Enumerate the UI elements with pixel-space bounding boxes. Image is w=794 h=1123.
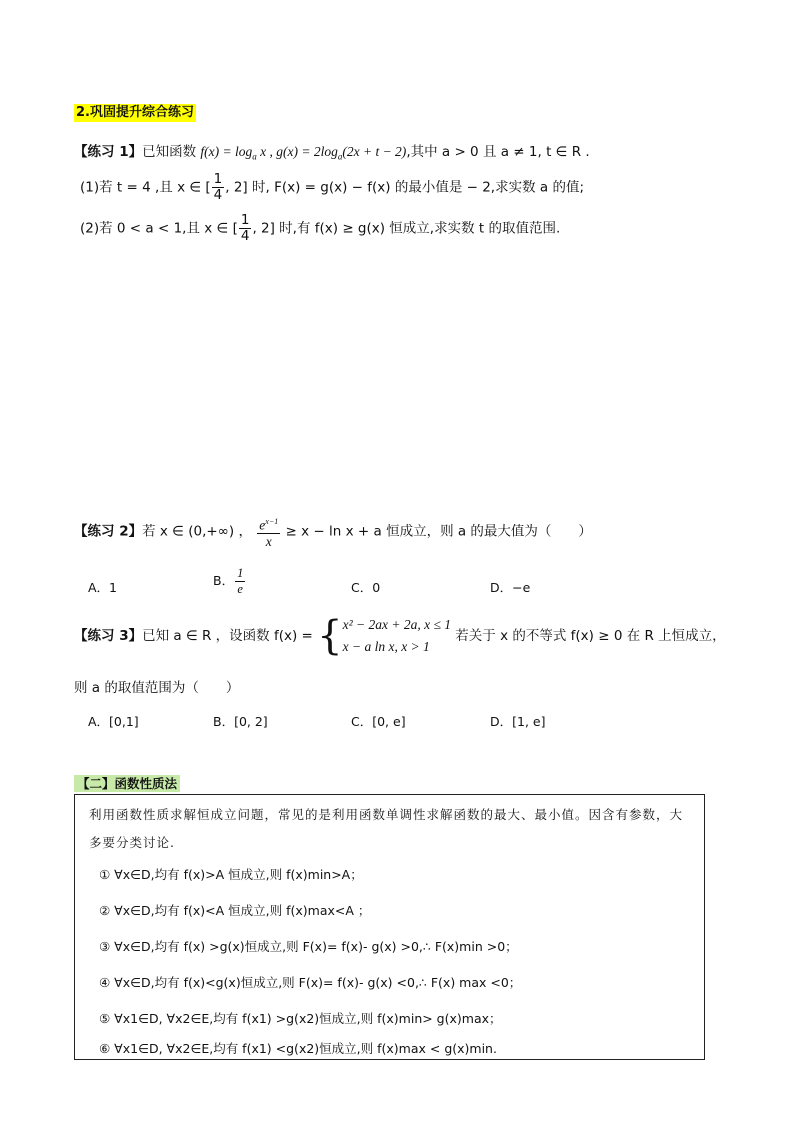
rule-4: ④ ∀x∈D,均有 f(x)<g(x)恒成立,则 F(x)= f(x)- g(x) <0,∴ F(x) max <0； bbox=[99, 975, 522, 990]
fraction-numerator: 1 bbox=[240, 212, 250, 228]
one-over-e bbox=[235, 566, 245, 597]
exercise-1-label: 【练习 1】 bbox=[74, 144, 143, 160]
q2-prefix: (2)若 0 < a < 1,且 x ∈ [ bbox=[80, 220, 238, 237]
exercise-2-option-c[interactable]: C．0 bbox=[351, 580, 381, 595]
exercise-3-option-c[interactable]: C．[0, e] bbox=[351, 714, 406, 729]
rule-1: ① ∀x∈D,均有 f(x)>A 恒成立,则 f(x)min>A； bbox=[99, 867, 363, 882]
function-g-argument: (2x + t − 2) bbox=[342, 144, 407, 159]
fraction-denominator: e bbox=[237, 582, 243, 596]
exercise-3-statement bbox=[74, 614, 726, 658]
log-base-g: a bbox=[337, 151, 343, 162]
q1-suffix: , 2] 时, F(x) = g(x) − f(x) 的最小值是 − 2,求实数 a 的值; bbox=[225, 179, 584, 196]
exercise-2-option-b[interactable] bbox=[213, 566, 246, 597]
exercise-1-condition: ,其中 a > 0 且 a ≠ 1, t ∈ R . bbox=[406, 144, 590, 160]
exercise-2-statement bbox=[74, 514, 592, 549]
rule-2: ② ∀x∈D,均有 f(x)<A 恒成立,则 f(x)max<A ； bbox=[99, 903, 371, 918]
exercise-2-fraction bbox=[257, 514, 280, 549]
exercise-1-question-1 bbox=[80, 172, 584, 203]
section-heading: 2.巩固提升综合练习 bbox=[76, 105, 194, 120]
exercise-3-option-b[interactable]: B．[0, 2] bbox=[213, 714, 268, 729]
fraction-denominator: x bbox=[265, 533, 272, 549]
log-base-f: a bbox=[252, 151, 257, 162]
exercise-1-statement bbox=[74, 140, 590, 162]
piece-1: x² − 2ax + 2a, x ≤ 1 bbox=[342, 617, 451, 632]
fraction-numerator: 1 bbox=[237, 566, 244, 580]
left-brace-icon: { bbox=[317, 613, 343, 659]
q1-prefix: (1)若 t = 4 ,且 x ∈ [ bbox=[80, 179, 211, 196]
method-intro: 利用函数性质求解恒成立问题，常见的是利用函数单调性求解函数的最大、最小值。因含有参数，大多要分类讨论. bbox=[89, 807, 684, 850]
rule-5: ⑤ ∀x1∈D, ∀x2∈E,均有 f(x1) >g(x2)恒成立,则 f(x)min> g(x)max； bbox=[99, 1011, 502, 1026]
rule-6: ⑥ ∀x1∈D, ∀x2∈E,均有 f(x1) <g(x2)恒成立,则 f(x)max < g(x)min. bbox=[99, 1041, 497, 1056]
exponent: x−1 bbox=[265, 517, 279, 526]
method-heading: 【二】函数性质法 bbox=[74, 775, 180, 792]
fraction-numerator: e bbox=[259, 517, 266, 533]
fraction-one-quarter bbox=[212, 172, 225, 203]
function-f: f(x) = log bbox=[200, 144, 253, 159]
exercise-3-intro: 已知 a ∈ R ，设函数 f(x) = bbox=[142, 628, 313, 644]
exercise-2-condition: 若 x ∈ (0,+∞) ， bbox=[142, 523, 252, 540]
fraction-one-quarter bbox=[239, 213, 252, 244]
exercise-2-label: 【练习 2】 bbox=[74, 523, 143, 540]
fraction-denominator: 4 bbox=[240, 228, 250, 244]
exercise-2-option-d[interactable]: D．−e bbox=[490, 580, 531, 595]
fraction-numerator: 1 bbox=[213, 171, 223, 187]
q2-suffix: , 2] 时,有 f(x) ≥ g(x) 恒成立,求实数 t 的取值范围. bbox=[252, 220, 561, 237]
exercise-3-option-a[interactable]: A．[0,1] bbox=[88, 714, 139, 729]
exercise-1-question-2 bbox=[80, 213, 560, 244]
fraction-denominator: 4 bbox=[213, 187, 223, 203]
piecewise-function bbox=[343, 614, 451, 658]
option-b-label: B． bbox=[213, 573, 235, 588]
exercise-3-option-d[interactable]: D．[1, e] bbox=[490, 714, 546, 729]
function-g: x , g(x) = 2log bbox=[256, 144, 338, 159]
exercise-1-intro: 已知函数 bbox=[142, 144, 197, 160]
exercise-3-condition: 若关于 x 的不等式 f(x) ≥ 0 在 R 上恒成立， bbox=[455, 628, 726, 644]
exercise-2-question: ≥ x − ln x + a 恒成立，则 a 的最大值为（ ） bbox=[285, 523, 592, 540]
exercise-3-label: 【练习 3】 bbox=[74, 628, 143, 644]
piece-2: x − a ln x, x > 1 bbox=[342, 639, 430, 654]
exercise-3-question: 则 a 的取值范围为（ ） bbox=[74, 680, 240, 696]
rule-3: ③ ∀x∈D,均有 f(x) >g(x)恒成立,则 F(x)= f(x)- g(x) >0,∴ F(x)min >0； bbox=[99, 939, 518, 954]
method-box bbox=[74, 794, 705, 1060]
exercise-2-option-a[interactable]: A．1 bbox=[88, 580, 118, 595]
